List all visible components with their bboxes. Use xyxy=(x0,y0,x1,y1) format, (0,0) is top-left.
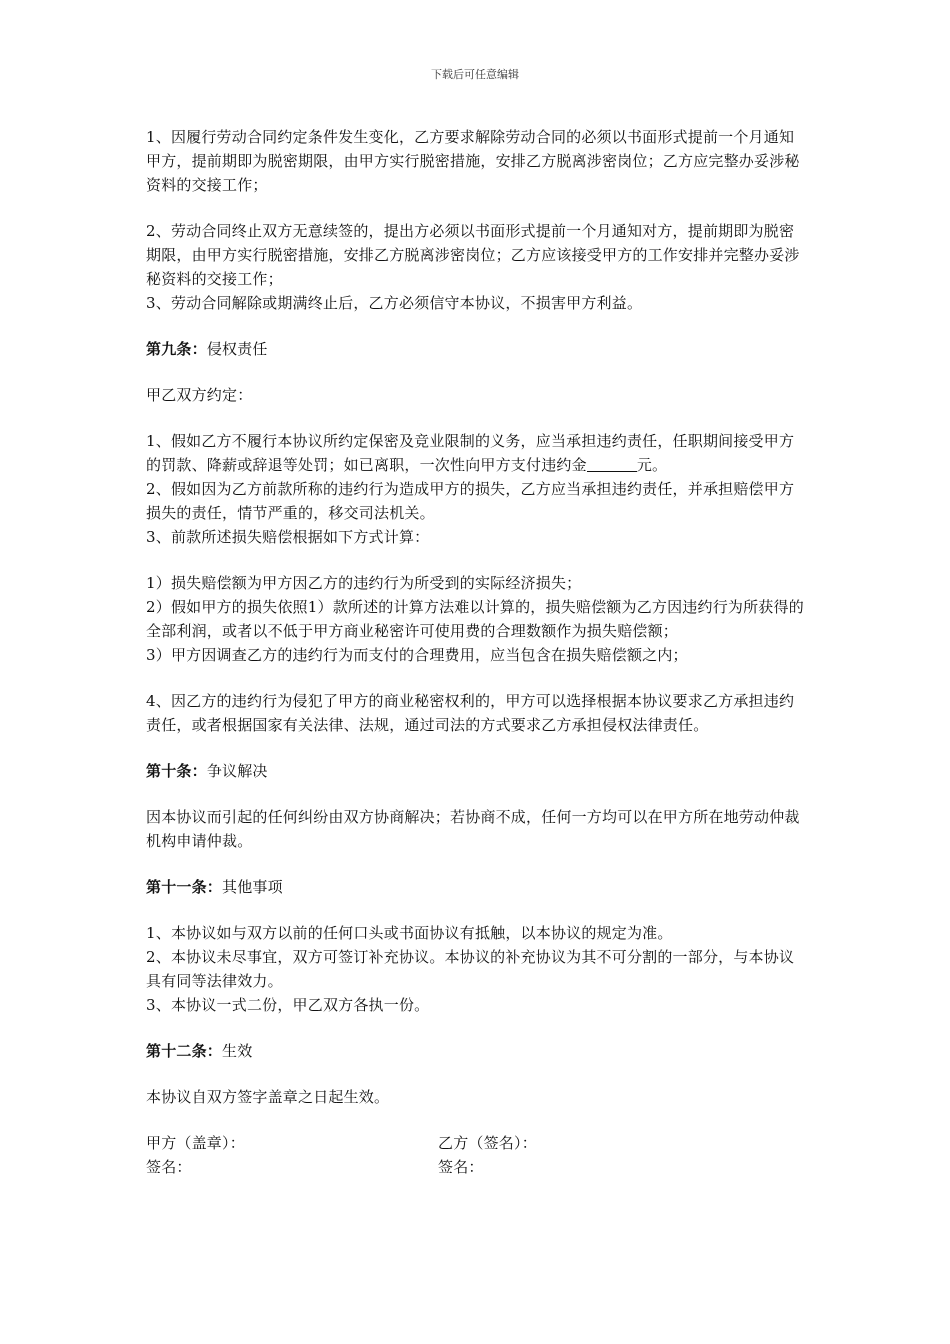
section-12-heading xyxy=(146,1039,806,1063)
section-9-label: 第九条： xyxy=(146,340,207,358)
section-9-title: 侵权责任 xyxy=(206,340,268,358)
document-body xyxy=(146,125,806,1179)
section-10-title: 争议解决 xyxy=(206,762,268,780)
section-9-heading xyxy=(146,337,806,361)
penalty-amount-blank xyxy=(587,456,637,472)
section-9-item-3: 3、前款所述损失赔偿根据如下方式计算： xyxy=(146,528,430,546)
section-8-item-2: 2、劳动合同终止双方无意续签的，提出方必须以书面形式提前一个月通知对方，提前期即为脱密期限，由甲方实行脱密措施，安排乙方脱离涉密岗位；乙方应该接受甲方的工作安排并完整办妥涉秘资料的交接工作； xyxy=(146,222,800,288)
signature-row-names xyxy=(146,1155,806,1179)
page-header-note: 下载后可任意编辑 xyxy=(431,68,519,81)
section-9-item-1 xyxy=(146,429,806,477)
party-b-sign-label: 乙方（签名）： xyxy=(438,1134,537,1152)
section-11-label: 第十一条： xyxy=(146,878,223,896)
section-9-item-1-unit: 元。 xyxy=(636,456,668,474)
section-9-sub-2: 2）假如甲方的损失依照1）款所述的计算方法难以计算的，损失赔偿额为乙方因违约行为所获得的全部利润，或者以不低于甲方商业秘密许可使用费的合理数额作为损失赔偿额； xyxy=(146,598,804,640)
section-12-label: 第十二条： xyxy=(146,1042,223,1060)
party-a-signature-label: 签名： xyxy=(146,1158,192,1176)
section-8-item-1: 1、因履行劳动合同约定条件发生变化，乙方要求解除劳动合同的必须以书面形式提前一个月通知甲方，提前期即为脱密期限，由甲方实行脱密措施，安排乙方脱离涉密岗位；乙方应完整办妥涉秘资料的交接工作； xyxy=(146,128,800,194)
party-b-signature-label: 签名： xyxy=(438,1158,484,1176)
section-9-intro: 甲乙双方约定： xyxy=(146,386,253,404)
section-8-item-3: 3、劳动合同解除或期满终止后，乙方必须信守本协议，不损害甲方利益。 xyxy=(146,294,643,312)
section-9-sub-3: 3）甲方因调查乙方的违约行为而支付的合理费用，应当包含在损失赔偿额之内； xyxy=(146,646,688,664)
section-12-title: 生效 xyxy=(222,1042,253,1060)
section-9-sub-1: 1）损失赔偿额为甲方因乙方的违约行为所受到的实际经济损失； xyxy=(146,574,582,592)
section-9-item-2: 2、假如因为乙方前款所称的违约行为造成甲方的损失，乙方应当承担违约责任，并承担赔偿甲方损失的责任，情节严重的，移交司法机关。 xyxy=(146,480,795,522)
section-10-label: 第十条： xyxy=(146,762,207,780)
section-10-body: 因本协议而引起的任何纠纷由双方协商解决；若协商不成，任何一方均可以在甲方所在地劳动仲裁机构申请仲裁。 xyxy=(146,808,800,850)
party-a-seal-label: 甲方（盖章）： xyxy=(146,1134,245,1152)
section-10-heading xyxy=(146,759,806,783)
signature-row-parties xyxy=(146,1131,806,1155)
section-11-item-2: 2、本协议未尽事宜，双方可签订补充协议。本协议的补充协议为其不可分割的一部分，与本协议具有同等法律效力。 xyxy=(146,948,795,990)
section-9-item-1-text: 1、假如乙方不履行本协议所约定保密及竞业限制的义务，应当承担违约责任，任职期间接受甲方的罚款、降薪或辞退等处罚；如已离职，一次性向甲方支付违约金 xyxy=(146,432,795,474)
section-11-item-1: 1、本协议如与双方以前的任何口头或书面协议有抵触，以本协议的规定为准。 xyxy=(146,924,673,942)
section-9-item-4: 4、因乙方的违约行为侵犯了甲方的商业秘密权利的，甲方可以选择根据本协议要求乙方承担违约责任，或者根据国家有关法律、法规，通过司法的方式要求乙方承担侵权法律责任。 xyxy=(146,692,795,734)
section-11-heading xyxy=(146,875,806,899)
section-11-item-3: 3、本协议一式二份，甲乙双方各执一份。 xyxy=(146,996,430,1014)
section-12-body: 本协议自双方签字盖章之日起生效。 xyxy=(146,1088,390,1106)
section-11-title: 其他事项 xyxy=(222,878,283,896)
